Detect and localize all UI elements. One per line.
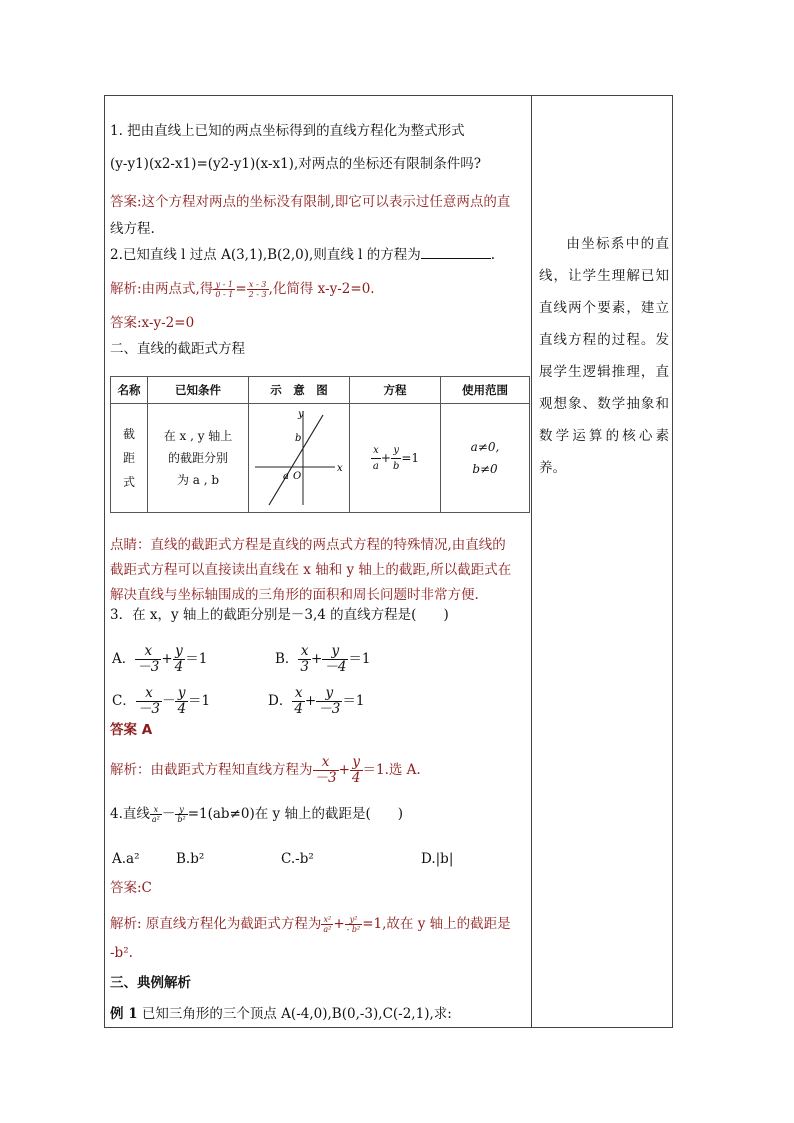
q4-text-a: 4.直线: [110, 806, 150, 822]
q1-answer-line2: 线方程.: [110, 221, 155, 237]
q3-answer: 答案 A: [110, 722, 153, 738]
name-char-2: 距: [122, 451, 135, 465]
cell-name: [111, 404, 148, 513]
option-b-label: B．: [275, 651, 299, 667]
eq-frac-y: [391, 443, 401, 474]
option-c-frac1: [136, 686, 162, 717]
note-line2: 截距式方程可以直接读出直线在 x 轴和 y 轴上的截距,所以截距式在: [110, 562, 512, 578]
q2-answer: 答案:x-y-2=0: [110, 315, 195, 331]
header-diagram: 示 意 图: [249, 377, 350, 404]
column-divider: [531, 95, 532, 1028]
intercept-form-table: [110, 376, 530, 513]
q2-frac1-den: 0 - 1: [215, 290, 234, 299]
q2-frac2: [247, 280, 269, 299]
q2-analysis-a: 解析:由两点式,得: [110, 281, 214, 297]
q4-f1n: x: [150, 805, 162, 815]
q4-f2n: y: [175, 805, 187, 815]
y-label: y: [298, 408, 304, 420]
q3-analysis-op: +: [338, 762, 350, 778]
note-line3: 解决直线与坐标轴围成的三角形的面积和周长问题时非常方便.: [110, 587, 479, 603]
q2-frac2-den: 2 - 3: [248, 290, 267, 299]
q4-analysis: [110, 915, 511, 934]
option-b-n2: y: [322, 644, 348, 660]
q4-question: [110, 805, 403, 824]
option-d-rhs: ＝1: [342, 693, 365, 709]
condition-line-3: 为 a , b: [176, 473, 220, 487]
option-a-d2: 4: [174, 659, 184, 675]
q2-text-end: .: [490, 247, 496, 263]
q1-formula: (y-y1)(x2-x1)=(y2-y1)(x-x1),对两点的坐标还有限制条件吗?: [110, 156, 481, 172]
option-d-d2: －3: [318, 701, 341, 717]
header-name: 名称: [111, 377, 148, 404]
option-d-frac1: [292, 686, 305, 717]
q3-option-c: [112, 686, 210, 717]
option-b-d1: 3: [300, 659, 310, 675]
option-c-rhs: ＝1: [188, 693, 211, 709]
eq-x: x: [371, 443, 381, 459]
option-b-op: +: [311, 651, 323, 667]
condition-line-1: 在 x , y 轴上: [163, 429, 233, 443]
section3-title: 三、典例解析: [110, 975, 191, 991]
option-c-d2: 4: [177, 701, 187, 717]
side-note-text: 由坐标系中的直线，让学生理解已知直线两个要素，建立直线方程的过程。发展学生逻辑推理，直观想象、数学抽象和数学运算的核心素养。: [539, 236, 669, 476]
option-d-n1: x: [292, 686, 305, 702]
option-c-op: －: [161, 693, 176, 709]
q3-analysis-n2: y: [350, 755, 363, 771]
cell-condition: [148, 404, 249, 513]
option-c-frac2: [175, 686, 188, 717]
range-a: a≠0,: [470, 440, 500, 454]
q3-option-a: [112, 644, 207, 675]
q2-question: [110, 246, 495, 264]
q4-analysis-a: 解析: 原直线方程化为截距式方程为: [110, 916, 322, 932]
q3-analysis-b: ＝1.选 A.: [362, 762, 421, 778]
q3-text: 3．在 x，y 轴上的截距分别是－3,4 的直线方程是( ): [110, 607, 449, 623]
option-a-n1: x: [135, 644, 161, 660]
q3-analysis-a: 解析：由截距式方程知直线方程为: [110, 762, 313, 778]
option-d-op: +: [304, 693, 317, 709]
example1-text: 已知三角形的三个顶点 A(-4,0),B(0,-3),C(-2,1),求:: [141, 1006, 452, 1022]
q2-frac2-num: x - 3: [247, 280, 269, 290]
eq-frac-x: [371, 443, 381, 474]
option-c-d1: －3: [137, 701, 160, 717]
name-char-1: 截: [122, 427, 135, 441]
note-line1: 点睛：直线的截距式方程是直线的两点式方程的特殊情况,由直线的: [110, 537, 506, 553]
q4-frac1: [150, 805, 162, 824]
q4-af1n: x²: [321, 915, 333, 925]
q4-af1d: a²: [323, 925, 332, 934]
q2-analysis: [110, 280, 375, 299]
side-note: [539, 228, 669, 484]
q2-frac1: [213, 280, 235, 299]
option-b-rhs: ＝1: [348, 651, 371, 667]
q2-blank: [421, 246, 491, 259]
option-a-op: +: [161, 651, 173, 667]
q4-af2d: - b²: [346, 925, 361, 934]
eq-a: a: [372, 460, 379, 472]
option-d-label: D．: [268, 693, 293, 709]
q3-analysis: [110, 755, 421, 786]
q4-minus: －: [161, 806, 176, 822]
section2-title: 二、直线的截距式方程: [110, 341, 245, 357]
x-label: x: [337, 462, 343, 474]
option-a-rhs: ＝1: [185, 651, 208, 667]
q1-answer-line1: 答案:这个方程对两点的坐标没有限制,即它可以表示过任意两点的直: [110, 194, 511, 210]
option-c-n1: x: [136, 686, 162, 702]
q2-analysis-b: ,化简得 x-y-2=0.: [268, 281, 375, 297]
q4-text-b: =1(ab≠0)在 y 轴上的截距是( ): [187, 806, 403, 822]
q4-option-d: D.|b|: [421, 851, 454, 867]
option-b-frac1: [298, 644, 311, 675]
intercept-line: [269, 415, 323, 505]
q2-text: 2.已知直线 l 过点 A(3,1),B(2,0),则直线 l 的方程为: [110, 247, 421, 263]
option-c-label: C．: [112, 693, 136, 709]
q4-answer: 答案:C: [110, 880, 152, 896]
option-a-frac2: [173, 644, 186, 675]
eq-rhs: =1: [401, 450, 420, 465]
option-d-d1: 4: [294, 701, 303, 717]
q2-frac1-num: y - 1: [213, 280, 235, 290]
q4-aplus: +: [333, 916, 345, 932]
header-condition: 已知条件: [148, 377, 249, 404]
header-range: 使用范围: [441, 377, 530, 404]
header-equation: 方程: [350, 377, 441, 404]
eq-plus: +: [380, 450, 391, 465]
q4-analysis-frac1: [321, 915, 333, 934]
q4-f2d: b²: [177, 815, 186, 824]
b-label: b: [295, 432, 302, 444]
q3-option-d: [268, 686, 364, 717]
q3-analysis-d1: －3: [314, 770, 337, 786]
intercept-diagram: [251, 405, 347, 509]
q4-f1d: a²: [151, 815, 160, 824]
cell-range: [441, 404, 530, 513]
a-label: a: [283, 470, 289, 482]
table-header-row: [111, 377, 530, 404]
name-char-3: 式: [122, 475, 135, 489]
option-a-n2: y: [173, 644, 186, 660]
cell-equation: [350, 404, 441, 513]
q4-analysis-b: =1,故在 y 轴上的截距是: [362, 916, 511, 932]
option-b-n1: x: [298, 644, 311, 660]
table-row: [111, 404, 530, 513]
option-a-label: A．: [112, 651, 136, 667]
option-a-frac1: [135, 644, 161, 675]
q4-af2n: y²: [345, 915, 363, 925]
range-b: b≠0: [472, 462, 498, 476]
example1-label: 例 1: [110, 1006, 138, 1022]
q4-option-b: B.b²: [176, 851, 205, 867]
q4-frac2: [175, 805, 187, 824]
q3-analysis-d2: 4: [351, 770, 361, 786]
q4-analysis-frac2: [345, 915, 363, 934]
eq-b: b: [392, 460, 400, 472]
q3-analysis-frac2: [350, 755, 363, 786]
q1-text: 1. 把由直线上已知的两点坐标得到的直线方程化为整式形式: [110, 123, 465, 139]
q3-analysis-n1: x: [313, 755, 339, 771]
eq-y: y: [391, 443, 401, 459]
option-d-n2: y: [316, 686, 342, 702]
q3-analysis-frac1: [313, 755, 339, 786]
condition-line-2: 的截距分别: [167, 451, 228, 465]
q4-analysis-c: -b².: [110, 945, 133, 961]
origin-label: O: [293, 470, 302, 482]
option-d-frac2: [316, 686, 342, 717]
q3-option-b: [275, 644, 371, 675]
q4-option-c: C.-b²: [281, 851, 314, 867]
option-a-d1: －3: [137, 659, 160, 675]
q4-option-a: A.a²: [112, 851, 140, 867]
q2-eq: =: [235, 281, 247, 297]
option-b-d2: －4: [324, 659, 347, 675]
option-c-n2: y: [175, 686, 188, 702]
cell-diagram: [249, 404, 350, 513]
example1: [110, 1005, 452, 1023]
option-b-frac2: [322, 644, 348, 675]
